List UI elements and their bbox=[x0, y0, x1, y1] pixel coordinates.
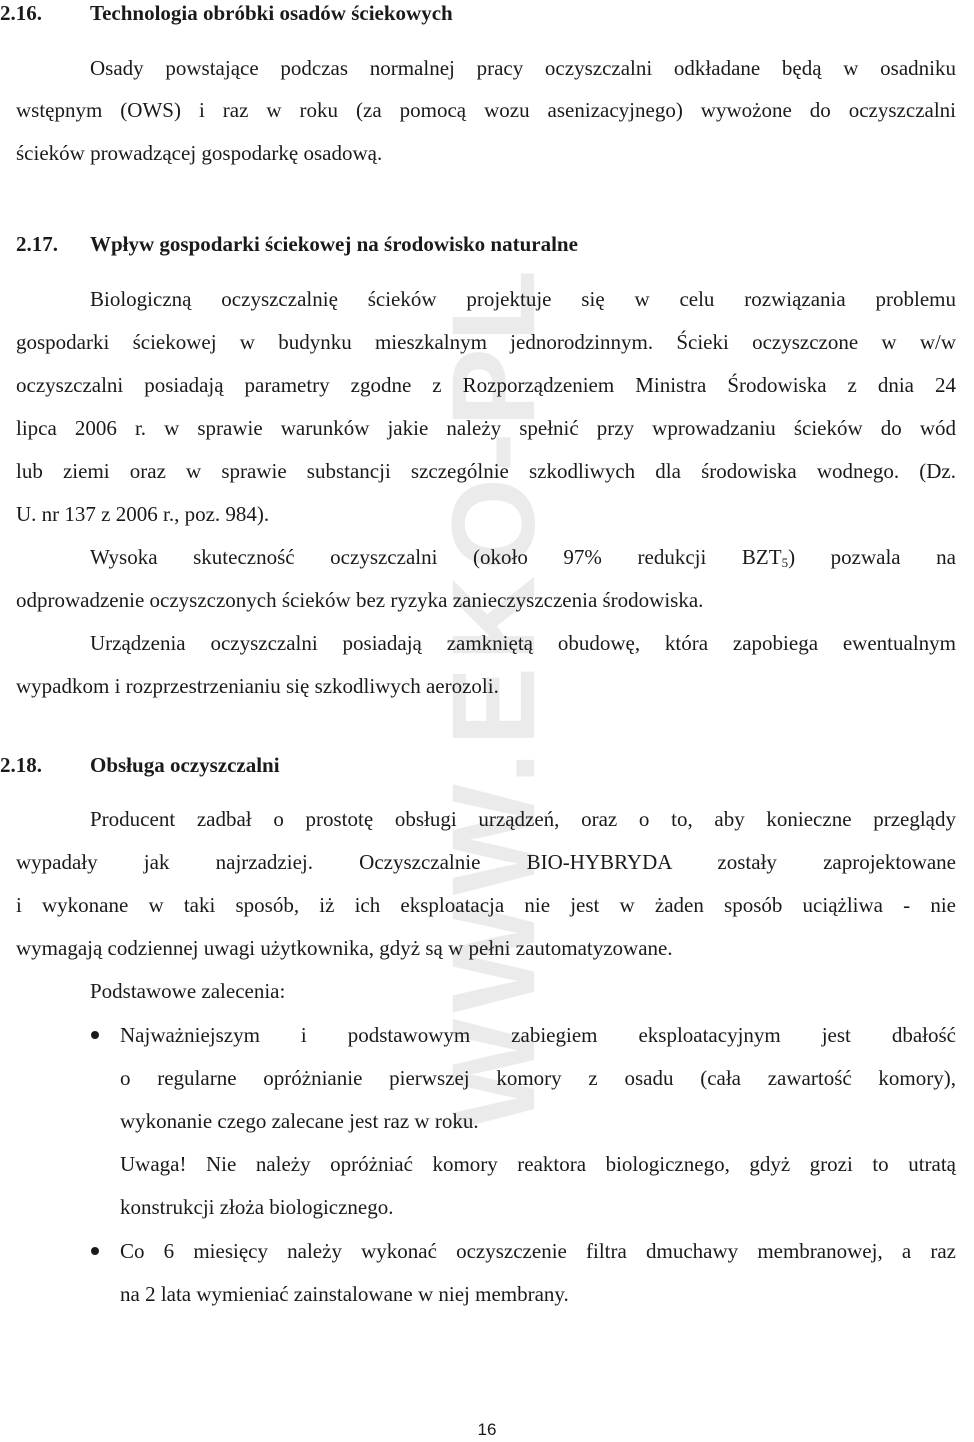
watermark-text: WWW.EKO-PL bbox=[428, 263, 560, 1131]
paragraph-line: lub ziemi oraz w sprawie substancji szczególnie szkodliwych dla środowiska wodnego. (Dz. bbox=[16, 459, 956, 483]
paragraph-line: wypadały jak najrzadziej. Oczyszczalnie BIO-HYBRYDA zostały zaprojektowane bbox=[16, 850, 956, 874]
list-item-line: konstrukcji złoża biologicznego. bbox=[120, 1195, 394, 1219]
bullet-icon bbox=[91, 1247, 99, 1255]
efficiency-text: Wysoka skuteczność oczyszczalni (około 97% redukcji BZT bbox=[90, 545, 782, 569]
list-item-line: Co 6 miesięcy należy wykonać oczyszczenie filtra dmuchawy membranowej, a raz bbox=[120, 1239, 956, 1263]
list-item-line: wykonanie czego zalecane jest raz w roku. bbox=[120, 1109, 479, 1133]
paragraph-line: Biologiczną oczyszczalnię ścieków projektuje się w celu rozwiązania problemu bbox=[90, 287, 956, 311]
bullet-icon bbox=[91, 1031, 99, 1039]
efficiency-line bbox=[90, 544, 956, 570]
section-title: Technologia obróbki osadów ściekowych bbox=[90, 1, 453, 25]
paragraph-line: ścieków prowadzącej gospodarkę osadową. bbox=[16, 141, 383, 165]
paragraph-line: wypadkom i rozprzestrzenianiu się szkodliwych aerozoli. bbox=[16, 674, 499, 698]
paragraph-line: odprowadzenie oczyszczonych ścieków bez ryzyka zanieczyszczenia środowiska. bbox=[16, 588, 704, 612]
section-number: 2.17. bbox=[16, 232, 58, 256]
paragraph-line: Osady powstające podczas normalnej pracy oczyszczalni odkładane będą w osadniku bbox=[90, 56, 956, 80]
section-number: 2.18. bbox=[0, 753, 42, 777]
list-item-line: Uwaga! Nie należy opróżniać komory reaktora biologicznego, gdyż grozi to utratą bbox=[120, 1152, 956, 1176]
paragraph-line: lipca 2006 r. w sprawie warunków jakie należy spełnić przy wprowadzaniu ścieków do wód bbox=[16, 416, 956, 440]
paragraph-line: Producent zadbał o prostotę obsługi urządzeń, oraz o to, aby konieczne przeglądy bbox=[90, 807, 956, 831]
section-title: Wpływ gospodarki ściekowej na środowisko naturalne bbox=[90, 232, 578, 256]
list-item-line: o regularne opróżnianie pierwszej komory z osadu (cała zawartość komory), bbox=[120, 1066, 956, 1090]
paragraph-line: U. nr 137 z 2006 r., poz. 984). bbox=[16, 502, 270, 526]
paragraph-line: oczyszczalni posiadają parametry zgodne z Rozporządzeniem Ministra Środowiska z dnia 24 bbox=[16, 373, 956, 397]
page-number: 16 bbox=[477, 1420, 497, 1439]
section-number: 2.16. bbox=[0, 1, 42, 25]
paragraph-line: wymagają codziennej uwagi użytkownika, gdyż są w pełni zautomatyzowane. bbox=[16, 936, 673, 960]
efficiency-text-end: ) pozwala na bbox=[788, 545, 956, 569]
paragraph-line: wstępnym (OWS) i raz w roku (za pomocą wozu asenizacyjnego) wywożone do oczyszczalni bbox=[16, 98, 956, 122]
section-title: Obsługa oczyszczalni bbox=[90, 753, 280, 777]
section-heading-2-16 bbox=[0, 0, 960, 26]
section-heading-2-17 bbox=[0, 231, 960, 257]
paragraph-line: Urządzenia oczyszczalni posiadają zamkniętą obudowę, która zapobiega ewentualnym bbox=[90, 631, 956, 655]
subscript: 5 bbox=[781, 555, 789, 570]
recommendations-heading: Podstawowe zalecenia: bbox=[90, 979, 286, 1003]
list-item-line: Najważniejszym i podstawowym zabiegiem eksploatacyjnym jest dbałość bbox=[120, 1023, 956, 1047]
section-heading-2-18 bbox=[0, 752, 960, 778]
paragraph-line: gospodarki ściekowej w budynku mieszkalnym jednorodzinnym. Ścieki oczyszczone w w/w bbox=[16, 330, 956, 354]
list-item-line: na 2 lata wymieniać zainstalowane w niej membrany. bbox=[120, 1282, 569, 1306]
paragraph-line: i wykonane w taki sposób, iż ich eksploatacja nie jest w żaden sposób uciążliwa - nie bbox=[16, 893, 956, 917]
